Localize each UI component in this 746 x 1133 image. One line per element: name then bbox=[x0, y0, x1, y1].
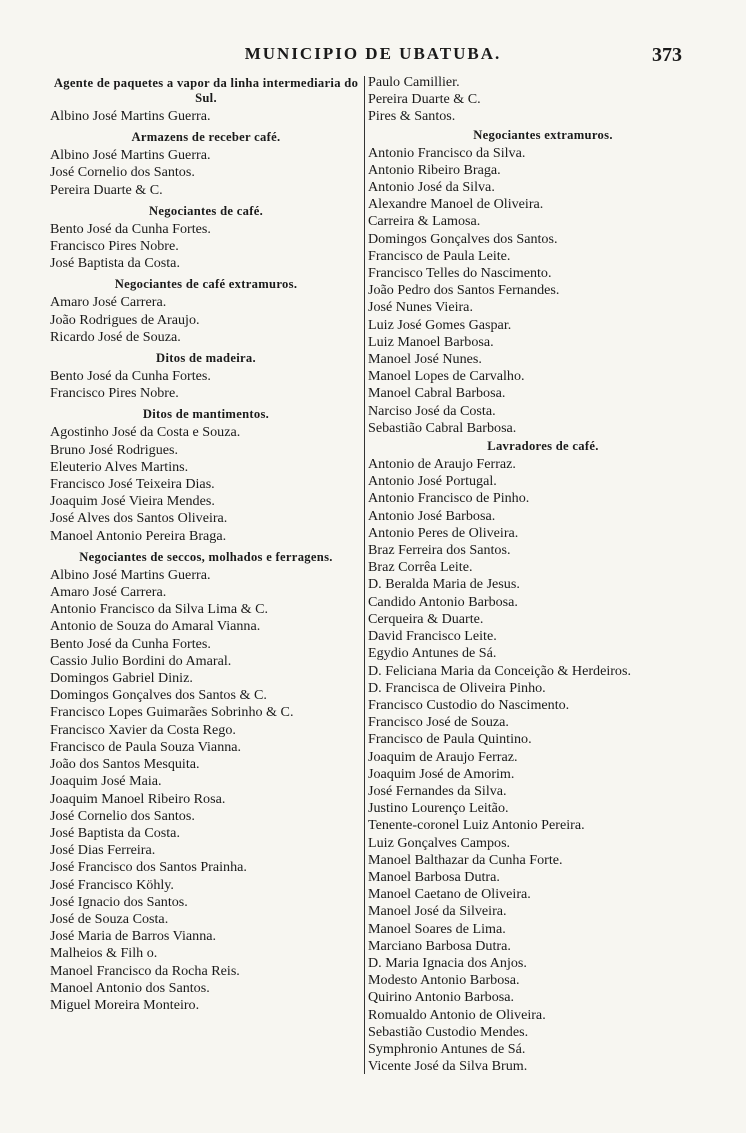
directory-entry: Eleuterio Alves Martins. bbox=[50, 458, 189, 475]
directory-entry: Manoel Lopes de Carvalho. bbox=[368, 368, 525, 385]
section-heading: Ditos de madeira. bbox=[156, 351, 256, 366]
section-heading: Armazens de receber café. bbox=[131, 130, 281, 145]
directory-entry: Antonio de Souza do Amaral Vianna. bbox=[50, 618, 261, 635]
directory-entry: Francisco José Teixeira Dias. bbox=[50, 476, 215, 493]
directory-entry: Egydio Antunes de Sá. bbox=[368, 645, 497, 662]
directory-entry: Antonio José da Silva. bbox=[368, 179, 495, 196]
directory-entry: José Francisco dos Santos Prainha. bbox=[50, 859, 247, 876]
directory-entry: Manoel Cabral Barbosa. bbox=[368, 385, 506, 402]
directory-entry: Antonio Peres de Oliveira. bbox=[368, 524, 519, 541]
directory-section bbox=[50, 405, 362, 544]
directory-entry: Agostinho José da Costa e Souza. bbox=[50, 424, 241, 441]
directory-entry: Pereira Duarte & C. bbox=[368, 91, 481, 108]
directory-entry: Manoel Antonio dos Santos. bbox=[50, 979, 210, 996]
directory-section bbox=[368, 126, 718, 437]
directory-entry: Antonio José Barbosa. bbox=[368, 507, 496, 524]
directory-entry: Amaro José Carrera. bbox=[50, 294, 167, 311]
directory-entry: João Rodrigues de Araujo. bbox=[50, 311, 200, 328]
directory-entry: Francisco de Paula Souza Vianna. bbox=[50, 738, 242, 755]
directory-entry: Ricardo José de Souza. bbox=[50, 328, 181, 345]
directory-entry: Manoel Francisco da Rocha Reis. bbox=[50, 962, 240, 979]
directory-entry: Francisco Xavier da Costa Rego. bbox=[50, 721, 236, 738]
directory-entry: Cassio Julio Bordini do Amaral. bbox=[50, 652, 232, 669]
directory-entry: José Fernandes da Silva. bbox=[368, 782, 507, 799]
directory-entry: Manoel Balthazar da Cunha Forte. bbox=[368, 851, 563, 868]
directory-entry: Francisco Lopes Guimarães Sobrinho & C. bbox=[50, 704, 294, 721]
directory-entry: Cerqueira & Duarte. bbox=[368, 610, 484, 627]
directory-entry: Vicente José da Silva Brum. bbox=[368, 1058, 528, 1075]
directory-entry: Antonio Francisco da Silva. bbox=[368, 144, 526, 161]
left-column bbox=[50, 74, 362, 1014]
directory-entry: José Ignacio dos Santos. bbox=[50, 893, 188, 910]
directory-entry: Braz Corrêa Leite. bbox=[368, 559, 473, 576]
section-heading: Lavradores de café. bbox=[487, 439, 599, 454]
directory-entry: Francisco Telles do Nascimento. bbox=[368, 265, 552, 282]
directory-entry: Paulo Camillier. bbox=[368, 74, 460, 90]
directory-entry: Marciano Barbosa Dutra. bbox=[368, 937, 511, 954]
directory-entry: Carreira & Lamosa. bbox=[368, 213, 481, 230]
directory-entry: Francisco Pires Nobre. bbox=[50, 385, 179, 402]
section-heading: Agente de paquetes a vapor da linha intermediaria do Sul. bbox=[53, 76, 359, 105]
directory-entry: D. Maria Ignacia dos Anjos. bbox=[368, 954, 527, 971]
directory-entry: Symphronio Antunes de Sá. bbox=[368, 1040, 526, 1057]
directory-entry: José Cornelio dos Santos. bbox=[50, 164, 195, 181]
directory-entry: Albino José Martins Guerra. bbox=[50, 108, 211, 124]
directory-entry: Narciso José da Costa. bbox=[368, 402, 496, 419]
directory-entry: Francisco Custodio do Nascimento. bbox=[368, 696, 570, 713]
directory-entry: Malheios & Filh o. bbox=[50, 945, 158, 962]
directory-entry: Joaquim de Araujo Ferraz. bbox=[368, 748, 518, 765]
directory-entry: Luiz Manoel Barbosa. bbox=[368, 333, 494, 350]
directory-entry: D. Francisca de Oliveira Pinho. bbox=[368, 679, 546, 696]
directory-entry: Manoel José Nunes. bbox=[368, 351, 482, 368]
section-heading: Negociantes de café extramuros. bbox=[114, 277, 298, 292]
right-column bbox=[368, 74, 718, 1075]
section-heading: Negociantes de café. bbox=[148, 203, 264, 218]
directory-entry: D. Feliciana Maria da Conceição & Herdeiros. bbox=[368, 662, 631, 679]
directory-section bbox=[50, 275, 362, 346]
directory-entry: Joaquim José de Amorim. bbox=[368, 765, 515, 782]
directory-entry: Antonio Francisco de Pinho. bbox=[368, 490, 530, 507]
directory-section bbox=[50, 548, 362, 1014]
directory-entry: Sebastião Custodio Mendes. bbox=[368, 1023, 529, 1040]
directory-entry: Albino José Martins Guerra. bbox=[50, 147, 211, 164]
directory-entry: José de Souza Costa. bbox=[50, 910, 169, 927]
directory-entry: Amaro José Carrera. bbox=[50, 584, 167, 601]
directory-entry: João Pedro dos Santos Fernandes. bbox=[368, 282, 560, 299]
directory-entry: Braz Ferreira dos Santos. bbox=[368, 542, 511, 559]
directory-entry: Luiz Gonçalves Campos. bbox=[368, 834, 511, 851]
directory-entry: Domingos Gonçalves dos Santos & C. bbox=[50, 687, 267, 704]
directory-entry: Pires & Santos. bbox=[368, 108, 456, 125]
directory-section bbox=[50, 202, 362, 273]
directory-section bbox=[50, 74, 362, 125]
directory-entry: Bento José da Cunha Fortes. bbox=[50, 635, 211, 652]
directory-entry: Joaquim José Maia. bbox=[50, 773, 162, 790]
directory-section bbox=[368, 437, 718, 1075]
directory-entry: Justino Lourenço Leitão. bbox=[368, 800, 509, 817]
directory-entry: Francisco José de Souza. bbox=[368, 714, 509, 731]
directory-entry: Manoel Soares de Lima. bbox=[368, 920, 506, 937]
page-number: 373 bbox=[652, 44, 682, 66]
section-heading: Ditos de mantimentos. bbox=[142, 407, 270, 422]
directory-section bbox=[50, 349, 362, 402]
directory-entry: José Nunes Vieira. bbox=[368, 299, 473, 316]
page-title: MUNICIPIO DE UBATUBA. bbox=[244, 44, 502, 63]
directory-entry: Luiz José Gomes Gaspar. bbox=[368, 316, 512, 333]
directory-entry: Antonio José Portugal. bbox=[368, 473, 497, 490]
directory-entry: Bruno José Rodrigues. bbox=[50, 441, 179, 458]
directory-entry: David Francisco Leite. bbox=[368, 628, 497, 645]
directory-entry: Antonio Ribeiro Braga. bbox=[368, 161, 501, 178]
section-heading: Negociantes de seccos, molhados e ferragens. bbox=[79, 549, 333, 564]
directory-entry: Francisco Pires Nobre. bbox=[50, 238, 179, 255]
directory-entry: José Maria de Barros Vianna. bbox=[50, 928, 217, 945]
directory-entry: Candido Antonio Barbosa. bbox=[368, 593, 518, 610]
directory-entry: Joaquim José Vieira Mendes. bbox=[50, 493, 215, 510]
directory-entry: Bento José da Cunha Fortes. bbox=[50, 368, 211, 385]
directory-entry: Manoel Caetano de Oliveira. bbox=[368, 886, 531, 903]
directory-entry: Manoel Antonio Pereira Braga. bbox=[50, 527, 227, 544]
directory-entry: Alexandre Manoel de Oliveira. bbox=[368, 196, 544, 213]
directory-entry: Domingos Gabriel Diniz. bbox=[50, 670, 193, 687]
directory-entry: José Baptista da Costa. bbox=[50, 824, 180, 841]
directory-entry: Sebastião Cabral Barbosa. bbox=[368, 419, 517, 436]
directory-entry: José Alves dos Santos Oliveira. bbox=[50, 510, 228, 527]
directory-entry: Antonio Francisco da Silva Lima & C. bbox=[50, 601, 269, 618]
directory-section bbox=[50, 128, 362, 199]
directory-entry: Pereira Duarte & C. bbox=[50, 181, 163, 198]
page-header bbox=[0, 44, 746, 72]
directory-entry: Romualdo Antonio de Oliveira. bbox=[368, 1006, 546, 1023]
directory-entry: Modesto Antonio Barbosa. bbox=[368, 972, 520, 989]
section-heading: Negociantes extramuros. bbox=[473, 127, 613, 142]
directory-entry: Tenente-coronel Luiz Antonio Pereira. bbox=[368, 817, 585, 834]
directory-entry: Antonio de Araujo Ferraz. bbox=[368, 456, 516, 473]
directory-entry: Francisco de Paula Leite. bbox=[368, 247, 511, 264]
column-divider bbox=[364, 76, 365, 1074]
directory-entry: José Francisco Köhly. bbox=[50, 876, 174, 893]
directory-entry: João dos Santos Mesquita. bbox=[50, 756, 200, 773]
directory-entry: Miguel Moreira Monteiro. bbox=[50, 996, 200, 1013]
directory-entry: Albino José Martins Guerra. bbox=[50, 566, 211, 583]
directory-entry: Domingos Gonçalves dos Santos. bbox=[368, 230, 558, 247]
directory-entry: José Baptista da Costa. bbox=[50, 255, 180, 272]
directory-entry: José Cornelio dos Santos. bbox=[50, 807, 195, 824]
directory-entry: Francisco de Paula Quintino. bbox=[368, 731, 532, 748]
directory-entry: Bento José da Cunha Fortes. bbox=[50, 220, 211, 237]
directory-entry: D. Beralda Maria de Jesus. bbox=[368, 576, 520, 593]
directory-entry: José Dias Ferreira. bbox=[50, 842, 156, 859]
directory-section bbox=[368, 74, 718, 126]
directory-entry: Manoel Barbosa Dutra. bbox=[368, 868, 500, 885]
directory-entry: Joaquim Manoel Ribeiro Rosa. bbox=[50, 790, 226, 807]
directory-entry: Manoel José da Silveira. bbox=[368, 903, 507, 920]
directory-entry: Quirino Antonio Barbosa. bbox=[368, 989, 515, 1006]
